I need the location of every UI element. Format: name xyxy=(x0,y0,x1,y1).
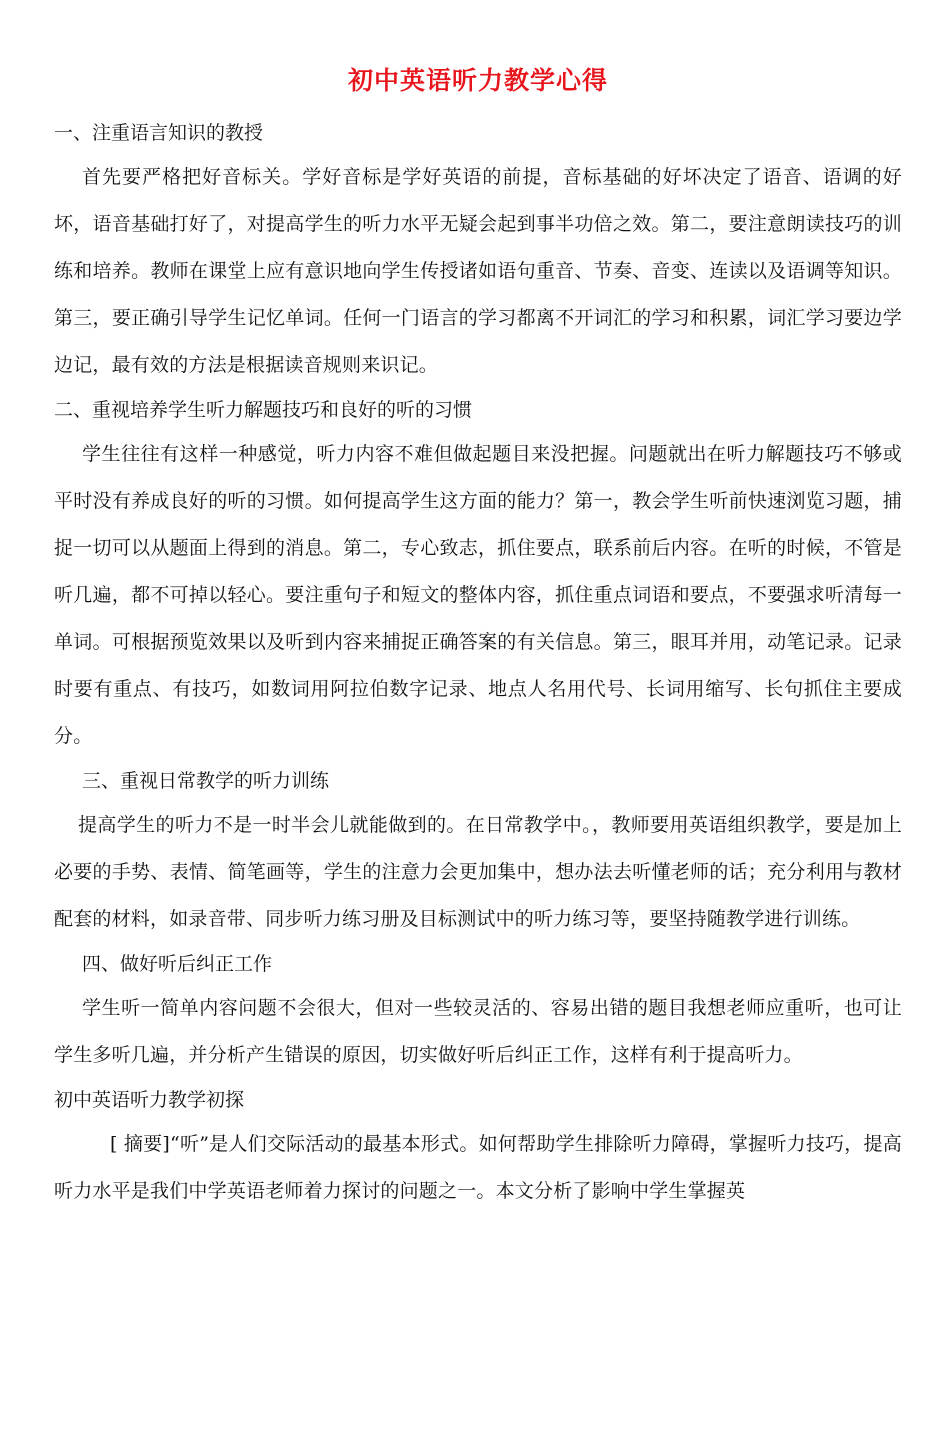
second-article-abstract: [ 摘要]“听”是人们交际活动的最基本形式。如何帮助学生排除听力障碍，掌握听力技巧，提高听力水平是我们中学英语老师着力探讨的问题之一。本文分析了影响中学生掌握英 xyxy=(54,1133,902,1202)
section-paragraph-1: 首先要严格把好音标关。学好音标是学好英语的前提，音标基础的好坏决定了语音、语调的好坏，语音基础打好了，对提高学生的听力水平无疑会起到事半功倍之效。第二，要注意朗读技巧的训练和培养。教师在课堂上应有意识地向学生传授诸如语句重音、节奏、音变、连读以及语调等知识。第三，要正确引导学生记忆单词。任何一门语言的学习都离不开词汇的学习和积累，词汇学习要边学边记，最有效的方法是根据读音规则来识记。 xyxy=(54,166,902,376)
document-title: 初中英语听力教学心得 xyxy=(347,66,608,95)
section-heading-4: 四、做好听后纠正工作 xyxy=(82,953,273,975)
section-paragraph-3: 提高学生的听力不是一时半会儿就能做到的。在日常教学中。，教师要用英语组织教学，要是加上必要的手势、表情、简笔画等，学生的注意力会更加集中，想办法去听懂老师的话；充分利用与教材配套的材料，如录音带、同步听力练习册及目标测试中的听力练习等，要坚持随教学进行训练。 xyxy=(54,814,902,930)
section-heading-1: 一、注重语言知识的教授 xyxy=(54,122,264,144)
section-paragraph-2: 学生往往有这样一种感觉，听力内容不难但做起题目来没把握。问题就出在听力解题技巧不够或平时没有养成良好的听的习惯。如何提高学生这方面的能力？第一，教会学生听前快速浏览习题，捕捉一切可以从题面上得到的消息。第二，专心致志，抓住要点，联系前后内容。在听的时候，不管是听几遍，都不可掉以轻心。要注重句子和短文的整体内容，抓住重点词语和要点，不要强求听清每一单词。可根据预览效果以及听到内容来捕捉正确答案的有关信息。第三，眼耳并用，动笔记录。记录时要有重点、有技巧，如数词用阿拉伯数字记录、地点人名用代号、长词用缩写、长句抓住主要成分。 xyxy=(54,443,902,747)
section-heading-2: 二、重视培养学生听力解题技巧和良好的听的习惯 xyxy=(54,399,473,421)
section-heading-3: 三、重视日常教学的听力训练 xyxy=(82,770,330,792)
section-paragraph-4: 学生听一简单内容问题不会很大，但对一些较灵活的、容易出错的题目我想老师应重听，也可让学生多听几遍，并分析产生错误的原因，切实做好听后纠正工作，这样有利于提高听力。 xyxy=(54,997,902,1066)
second-article-title: 初中英语听力教学初探 xyxy=(54,1089,245,1111)
